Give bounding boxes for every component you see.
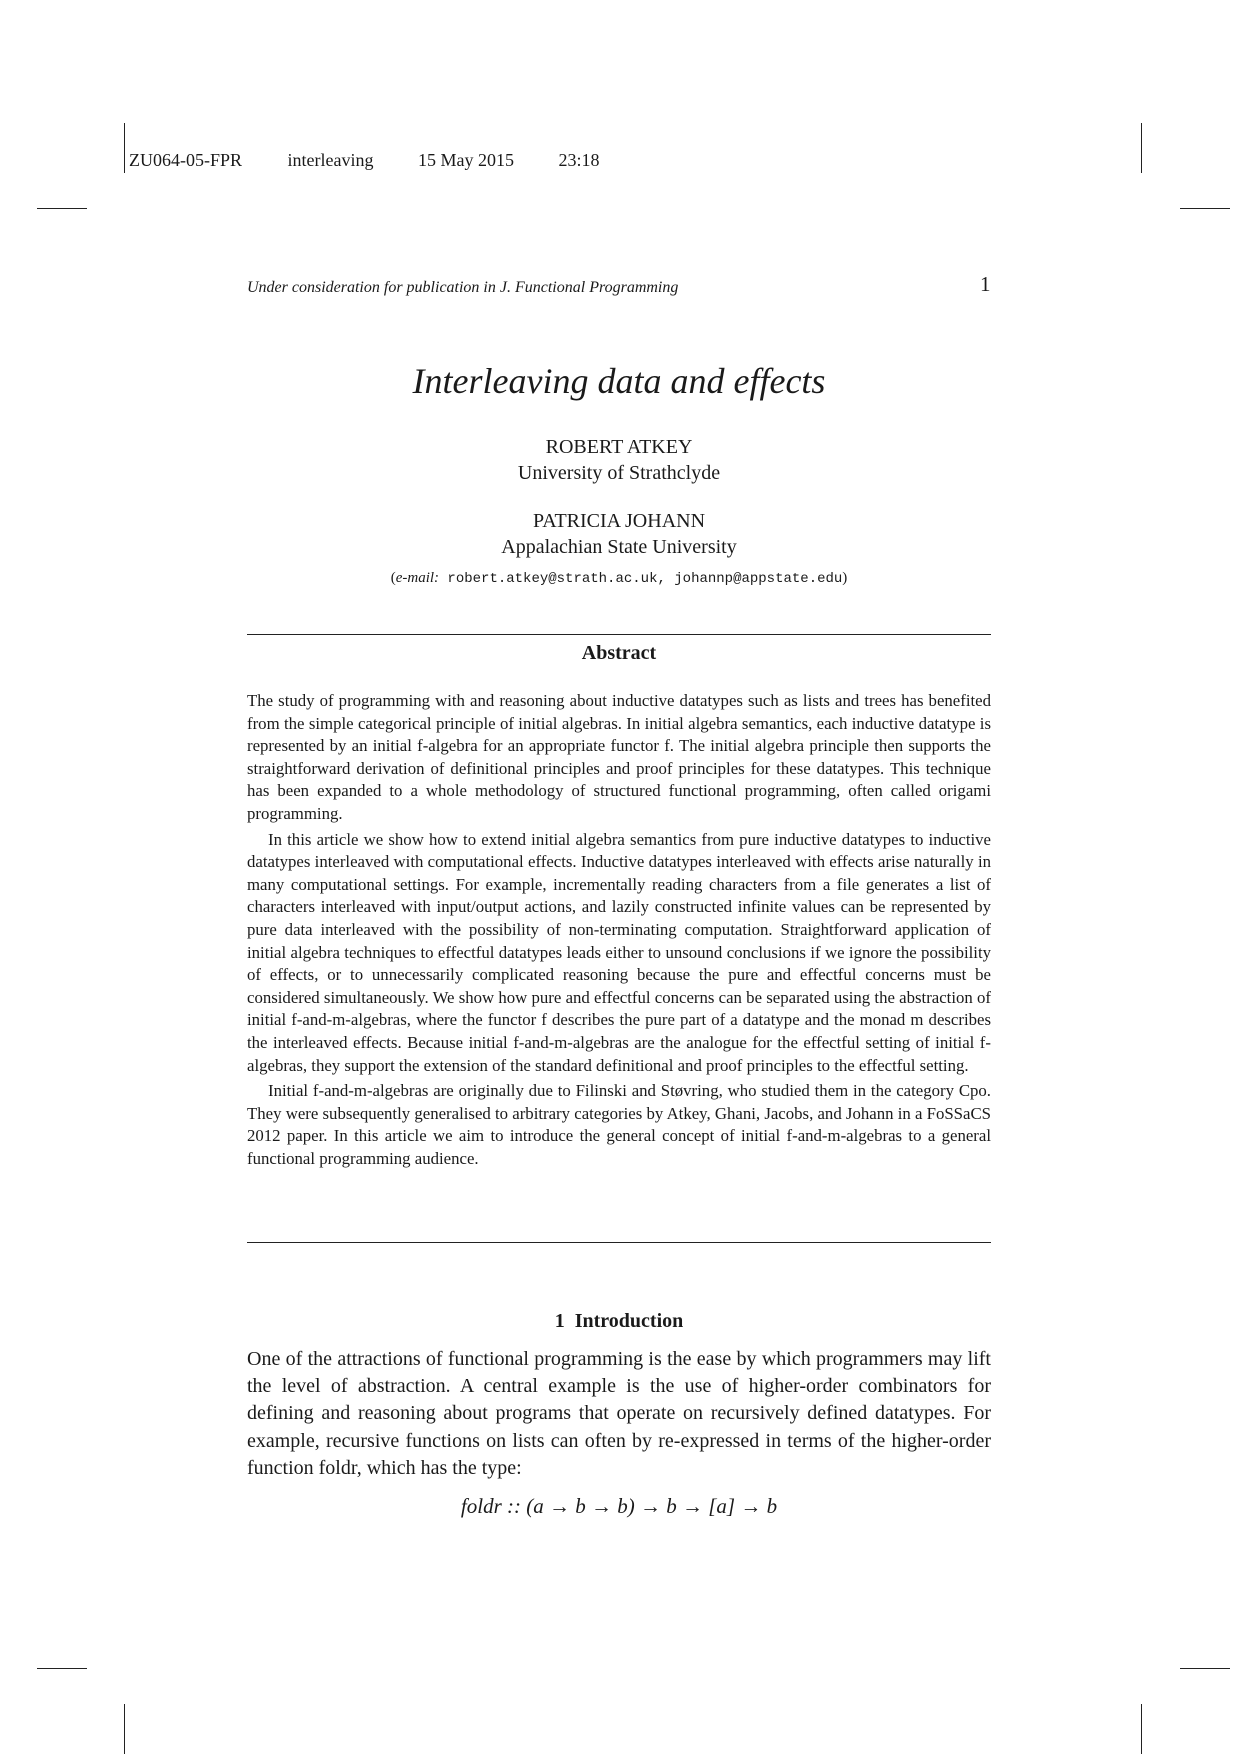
author-name: ROBERT ATKEY — [545, 436, 693, 458]
slug-time: 23:18 — [558, 150, 600, 170]
page-number: 1 — [980, 272, 991, 296]
crop-mark-bottom-right-horizontal — [1180, 1668, 1230, 1669]
crop-mark-bottom-left-vertical — [124, 1704, 125, 1754]
author-name: PATRICIA JOHANN — [532, 510, 706, 532]
foldr-type-equation: foldr :: (a → b → b) → b → [a] → b — [460, 1494, 778, 1518]
author-emails — [247, 570, 991, 587]
running-head: Under consideration for publication in J. Functional Programming — [247, 279, 679, 296]
slug-line — [129, 150, 600, 171]
crop-mark-top-left-vertical — [124, 123, 125, 173]
section-number: 1 — [554, 1310, 565, 1332]
email-addresses: robert.atkey@strath.ac.uk, johannp@appstate.edu — [439, 571, 843, 587]
email-close-paren: ) — [842, 570, 848, 586]
introduction-body — [247, 1346, 991, 1482]
section-title: Introduction — [574, 1310, 684, 1332]
abstract-paragraph: The study of programming with and reasoning about inductive datatypes such as lists and trees has benefited from the simple categorical principle of initial algebras. In initial algebra semantics, each inductive datatype is represented by an initial f-algebra for an appropriate functor f. The initial algebra principle then supports the straightforward derivation of definitional principles and proof principles for these datatypes. This technique has been expanded to a whole methodology of structured functional programming, often called origami programming. — [247, 691, 991, 823]
author-affiliation: Appalachian State University — [501, 536, 737, 558]
slug-code: ZU064-05-FPR — [129, 150, 243, 170]
author-affiliation: University of Strathclyde — [517, 462, 721, 484]
crop-mark-bottom-right-vertical — [1141, 1704, 1142, 1754]
slug-date: 15 May 2015 — [418, 150, 514, 170]
crop-mark-top-left-horizontal — [37, 208, 87, 209]
abstract-bottom-rule — [247, 1242, 991, 1243]
slug-file: interleaving — [287, 150, 374, 170]
crop-mark-bottom-left-horizontal — [37, 1668, 87, 1669]
paper-title: Interleaving data and effects — [412, 361, 826, 401]
abstract-body — [247, 690, 991, 1173]
crop-mark-top-right-horizontal — [1180, 208, 1230, 209]
intro-paragraph: One of the attractions of functional programming is the ease by which programmers may lift the level of abstraction. A central example is the use of higher-order combinators for defining and reasoning about programs that operate on recursively defined datatypes. For example, recursive functions on lists can often by re-expressed in terms of the higher-order function foldr, which has the type: — [247, 1348, 991, 1479]
abstract-heading: Abstract — [581, 642, 657, 664]
abstract-paragraph: Initial f-and-m-algebras are originally due to Filinski and Støvring, who studied them in the category Cpo. They were subsequently generalised to arbitrary categories by Atkey, Ghani, Jacobs, and Johann in a FoSSaCS 2012 paper. In this article we aim to introduce the general concept of initial f-and-m-algebras to a general functional programming audience. — [247, 1081, 991, 1168]
email-open-paren: ( — [390, 570, 396, 586]
abstract-top-rule — [247, 634, 991, 635]
section-heading — [247, 1310, 991, 1333]
email-label: e-mail: — [395, 570, 440, 586]
crop-mark-top-right-vertical — [1141, 123, 1142, 173]
abstract-paragraph: In this article we show how to extend initial algebra semantics from pure inductive datatypes to inductive datatypes interleaved with computational effects. Inductive datatypes interleaved with effects arise naturally in many computational settings. For example, incrementally reading characters from a file generates a list of characters interleaved with input/output actions, and lazily constructed infinite values can be represented by pure data interleaved with the possibility of non-terminating computation. Straightforward application of initial algebra techniques to effectful datatypes leads either to unsound conclusions if we ignore the possibility of effects, or to unnecessarily complicated reasoning because the pure and effectful concerns must be considered simultaneously. We show how pure and effectful concerns can be separated using the abstraction of initial f-and-m-algebras, where the functor f describes the pure part of a datatype and the monad m describes the interleaved effects. Because initial f-and-m-algebras are the analogue for the effectful setting of initial f-algebras, they support the extension of the standard definitional and proof principles to the effectful setting. — [247, 829, 991, 1075]
